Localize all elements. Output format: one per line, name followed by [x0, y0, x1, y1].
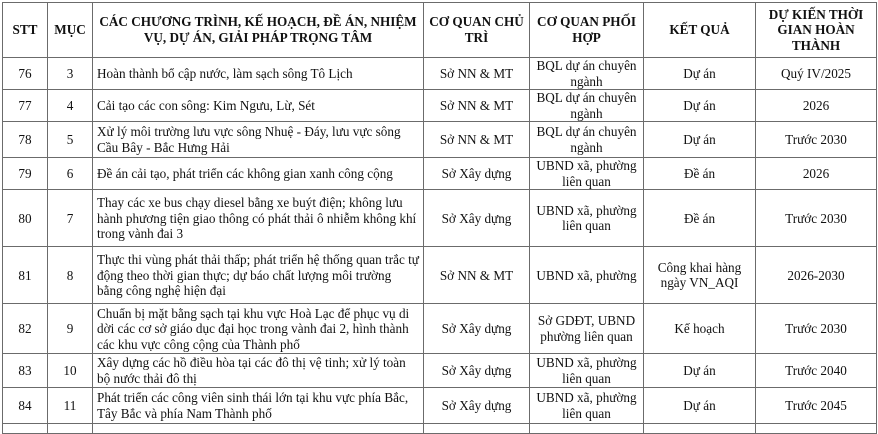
header-muc: MỤC — [48, 3, 93, 58]
cell-muc: 5 — [48, 122, 93, 158]
empty-cell — [3, 424, 48, 434]
table-row — [3, 190, 877, 247]
table-header-row — [3, 3, 877, 58]
table-row — [3, 158, 877, 190]
cell-lead: Sở Xây dựng — [424, 388, 530, 424]
cell-muc: 9 — [48, 304, 93, 354]
header-coordinating-agency: CƠ QUAN PHỐI HỢP — [530, 3, 644, 58]
cell-muc: 6 — [48, 158, 93, 190]
cell-lead: Sở Xây dựng — [424, 190, 530, 247]
cell-program: Phát triển các công viên sinh thái lớn tại khu vực phía Bắc, Tây Bắc và phía Nam Thành phố — [93, 388, 424, 424]
cell-coord: UBND xã, phường liên quan — [530, 190, 644, 247]
cell-result: Dự án — [644, 58, 756, 90]
cell-muc: 10 — [48, 354, 93, 388]
cell-program: Thay các xe bus chạy diesel bằng xe buýt điện; không lưu hành phương tiện giao thông có phát thải ô nhiễm không khí trong vành đai 3 — [93, 190, 424, 247]
cell-deadline: Trước 2030 — [756, 190, 877, 247]
table-row — [3, 388, 877, 424]
cell-result: Đề án — [644, 158, 756, 190]
cell-coord: UBND xã, phường liên quan — [530, 388, 644, 424]
cell-stt: 78 — [3, 122, 48, 158]
table-row — [3, 122, 877, 158]
cell-program: Chuẩn bị mặt bằng sạch tại khu vực Hoà Lạc để phục vụ di dời các cơ sở giáo dục đại học trong vành đai 2, hình thành các khu vực công cộng của Thành phố — [93, 304, 424, 354]
cell-stt: 84 — [3, 388, 48, 424]
cell-deadline: Trước 2030 — [756, 122, 877, 158]
empty-cell — [756, 424, 877, 434]
table-row-empty — [3, 424, 877, 434]
empty-cell — [530, 424, 644, 434]
cell-muc: 8 — [48, 247, 93, 304]
cell-muc: 3 — [48, 58, 93, 90]
empty-cell — [93, 424, 424, 434]
cell-deadline: 2026-2030 — [756, 247, 877, 304]
cell-coord: UBND xã, phường liên quan — [530, 354, 644, 388]
header-deadline: DỰ KIẾN THỜI GIAN HOÀN THÀNH — [756, 3, 877, 58]
cell-muc: 11 — [48, 388, 93, 424]
cell-deadline: 2026 — [756, 158, 877, 190]
cell-result: Công khai hàng ngày VN_AQI — [644, 247, 756, 304]
empty-cell — [48, 424, 93, 434]
cell-coord: Sở GDĐT, UBND phường liên quan — [530, 304, 644, 354]
empty-cell — [424, 424, 530, 434]
cell-coord: UBND xã, phường liên quan — [530, 158, 644, 190]
cell-coord: UBND xã, phường — [530, 247, 644, 304]
cell-stt: 82 — [3, 304, 48, 354]
cell-deadline: Trước 2040 — [756, 354, 877, 388]
cell-muc: 4 — [48, 90, 93, 122]
cell-lead: Sở Xây dựng — [424, 158, 530, 190]
cell-deadline: Quý IV/2025 — [756, 58, 877, 90]
cell-deadline: 2026 — [756, 90, 877, 122]
cell-muc: 7 — [48, 190, 93, 247]
cell-stt: 83 — [3, 354, 48, 388]
cell-stt: 80 — [3, 190, 48, 247]
cell-lead: Sở Xây dựng — [424, 354, 530, 388]
table-row — [3, 90, 877, 122]
header-program: CÁC CHƯƠNG TRÌNH, KẾ HOẠCH, ĐỀ ÁN, NHIỆM VỤ, DỰ ÁN, GIẢI PHÁP TRỌNG TÂM — [93, 3, 424, 58]
header-result: KẾT QUẢ — [644, 3, 756, 58]
cell-lead: Sở NN & MT — [424, 90, 530, 122]
cell-program: Xây dựng các hồ điều hòa tại các đô thị vệ tinh; xử lý toàn bộ nước thải đô thị — [93, 354, 424, 388]
header-stt: STT — [3, 3, 48, 58]
cell-program: Xử lý môi trường lưu vực sông Nhuệ - Đáy, lưu vực sông Cầu Bây - Bắc Hưng Hải — [93, 122, 424, 158]
header-lead-agency: CƠ QUAN CHỦ TRÌ — [424, 3, 530, 58]
cell-coord: BQL dự án chuyên ngành — [530, 58, 644, 90]
plan-table — [2, 2, 877, 434]
cell-coord: BQL dự án chuyên ngành — [530, 90, 644, 122]
cell-result: Đề án — [644, 190, 756, 247]
cell-deadline: Trước 2045 — [756, 388, 877, 424]
cell-lead: Sở NN & MT — [424, 247, 530, 304]
cell-stt: 76 — [3, 58, 48, 90]
cell-result: Dự án — [644, 122, 756, 158]
cell-result: Kế hoạch — [644, 304, 756, 354]
table-row — [3, 304, 877, 354]
table-row — [3, 354, 877, 388]
cell-stt: 79 — [3, 158, 48, 190]
cell-coord: BQL dự án chuyên ngành — [530, 122, 644, 158]
cell-program: Đề án cải tạo, phát triển các không gian xanh công cộng — [93, 158, 424, 190]
table-row — [3, 247, 877, 304]
cell-program: Thực thi vùng phát thải thấp; phát triển hệ thống quan trắc tự động theo thời gian thực; dự báo chất lượng môi trường bằng công nghệ hiện đại — [93, 247, 424, 304]
cell-lead: Sở NN & MT — [424, 58, 530, 90]
cell-stt: 81 — [3, 247, 48, 304]
cell-program: Hoàn thành bổ cập nước, làm sạch sông Tô Lịch — [93, 58, 424, 90]
cell-lead: Sở Xây dựng — [424, 304, 530, 354]
cell-lead: Sở NN & MT — [424, 122, 530, 158]
empty-cell — [644, 424, 756, 434]
cell-result: Dự án — [644, 354, 756, 388]
cell-program: Cải tạo các con sông: Kim Ngưu, Lừ, Sét — [93, 90, 424, 122]
table-row — [3, 58, 877, 90]
cell-deadline: Trước 2030 — [756, 304, 877, 354]
cell-result: Dự án — [644, 388, 756, 424]
cell-stt: 77 — [3, 90, 48, 122]
cell-result: Dự án — [644, 90, 756, 122]
